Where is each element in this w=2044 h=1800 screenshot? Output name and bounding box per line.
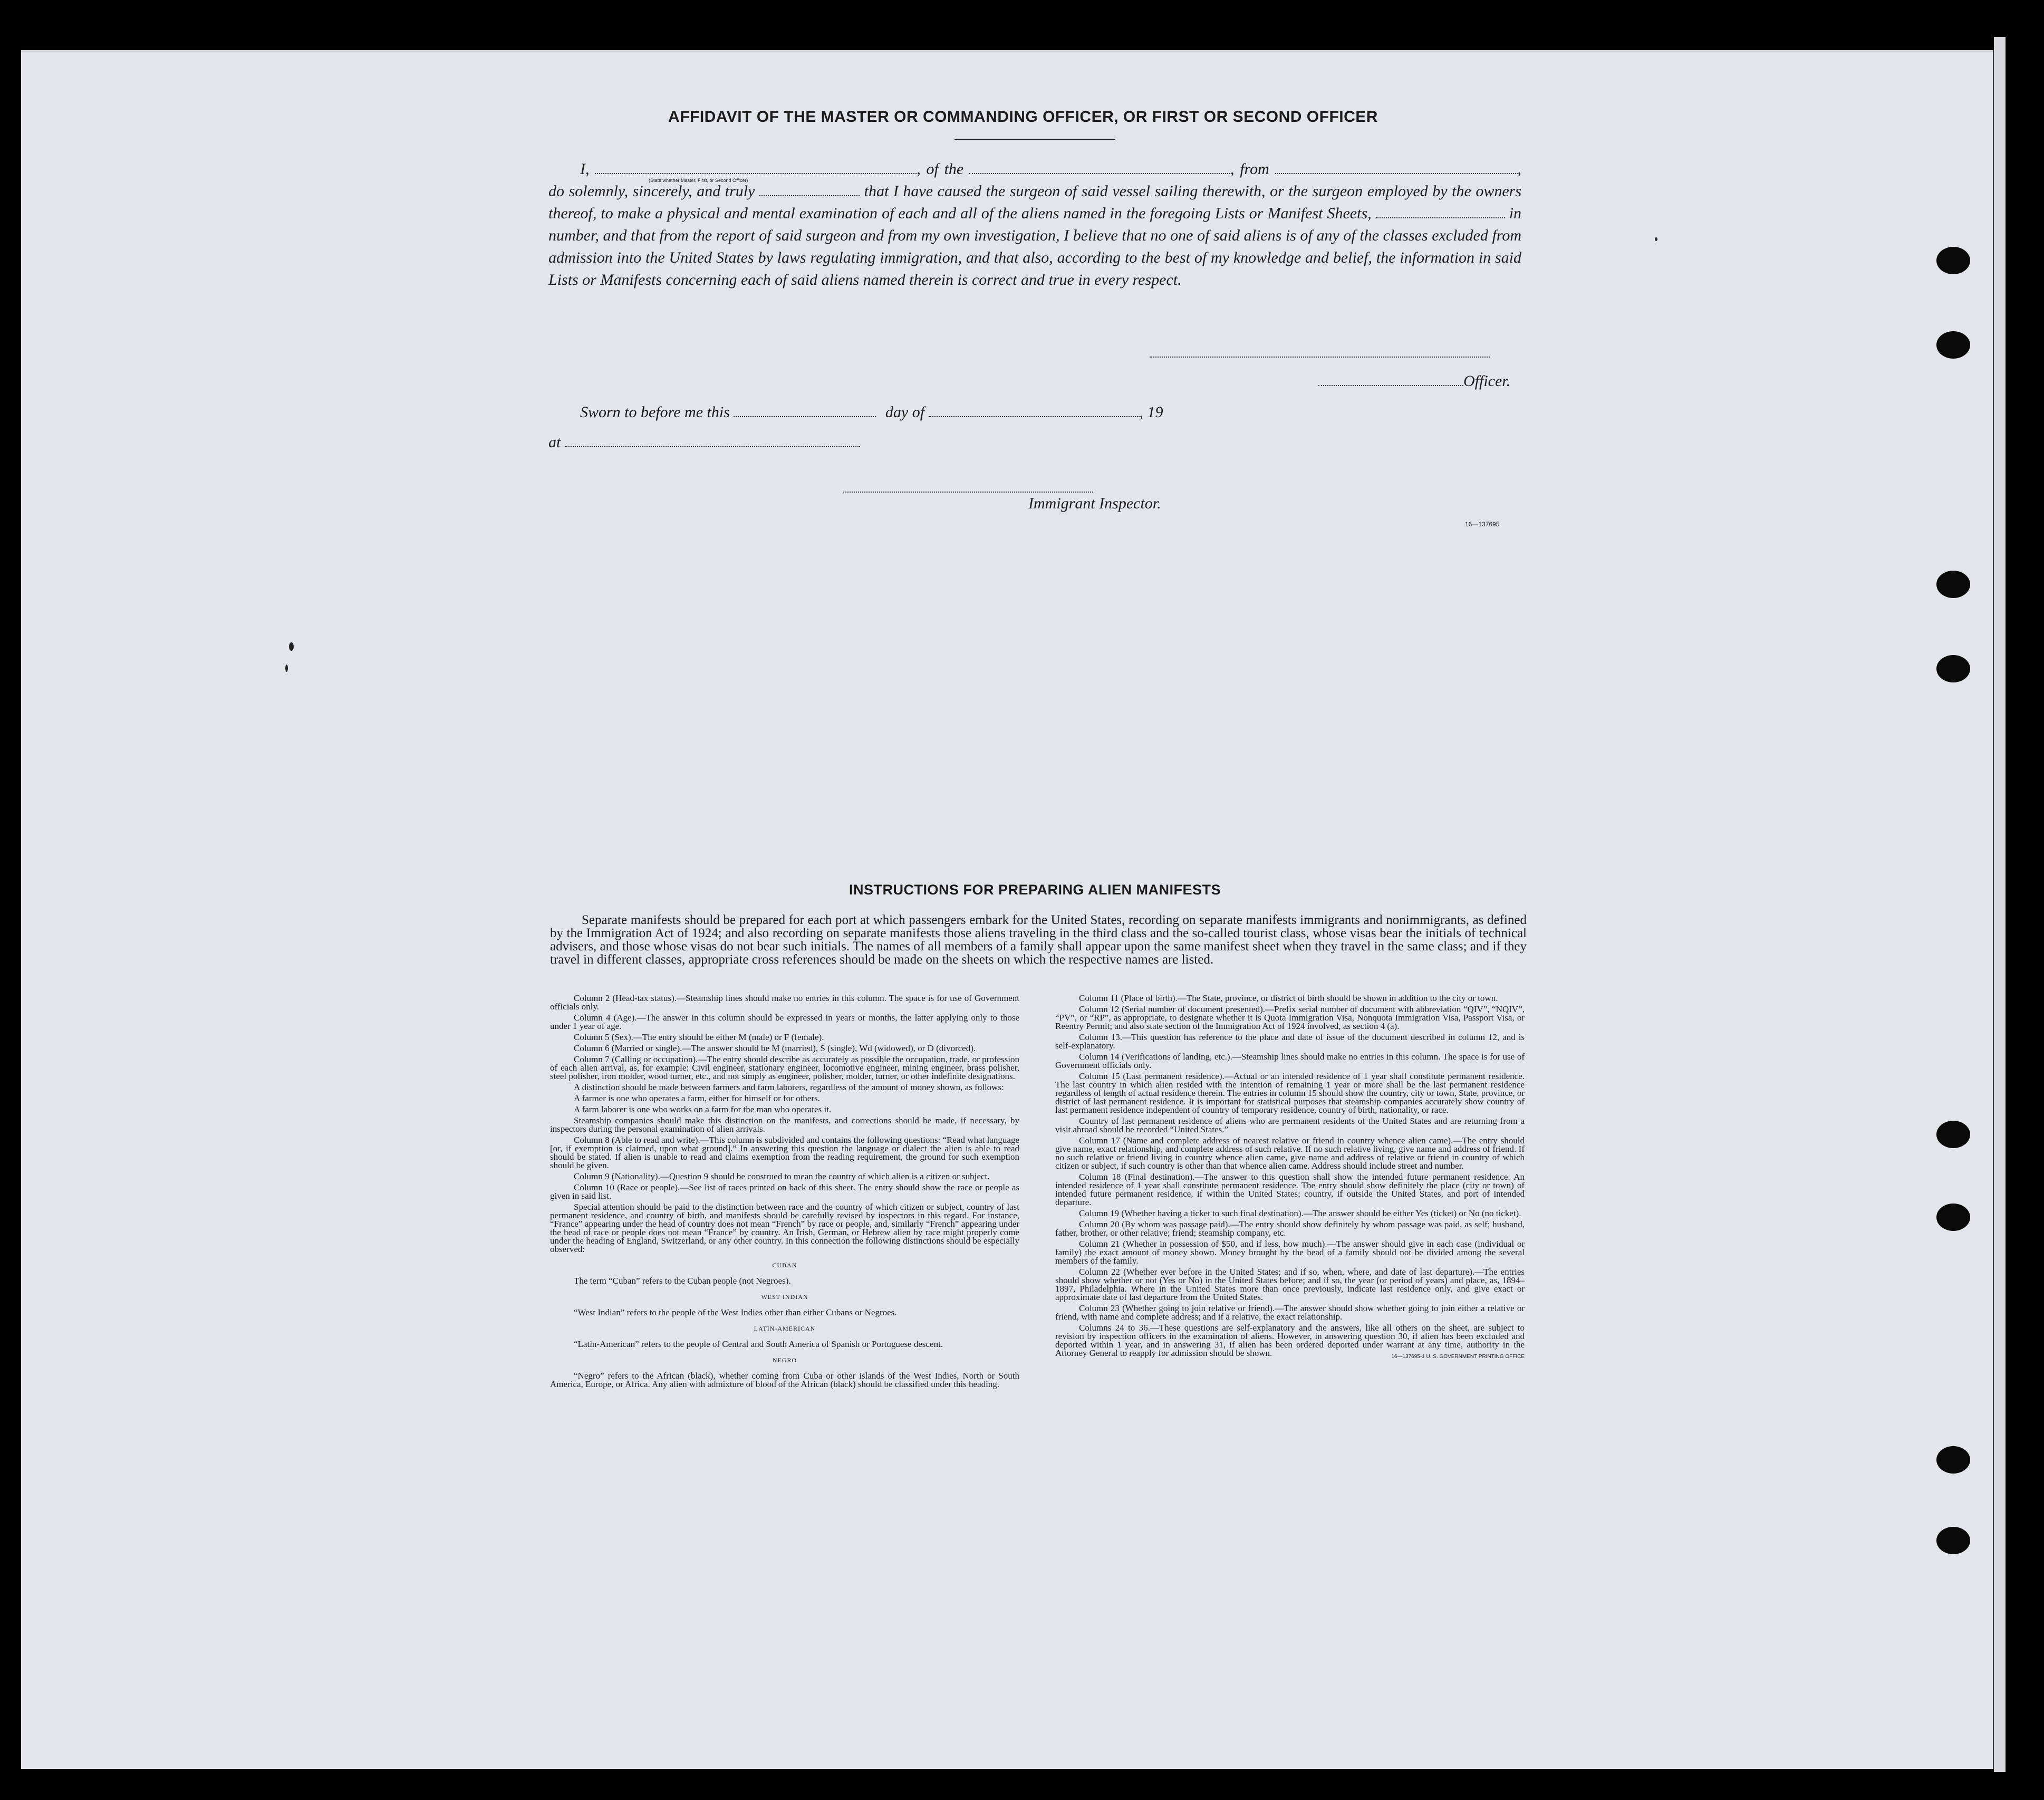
affidavit-line2b: that I have caused the surgeon of said vessel sailing therewith, or the surgeon employed by the owners thereof, to make a physical and mental examination of each and all of the aliens named in the foregoing Lists or Manifest Sheets, [548, 182, 1522, 222]
at-line [548, 434, 860, 451]
instruction-paragraph: Column 8 (Able to read and write).—This column is subdivided and contains the following questions: “Read what language [or, if exemption is claimed, upon what ground].” In answering this question the language or dialect the alien is able to read should be stated. If alien is unable to read and claims exemption from the reading requirement, the ground for such exemption should be given. [550, 1135, 1019, 1170]
affidavit-of-the: , of the [917, 160, 964, 178]
officer-signature-field[interactable] [1318, 385, 1463, 386]
instruction-paragraph: Column 21 (Whether in possession of $50, and if less, how much).—The answer should give in each case (individual or family) the exact amount of money shown. Money brought by the head of a family should not be divided among the several members of the family. [1055, 1239, 1525, 1266]
instruction-paragraph: A farm laborer is one who works on a farm for the man who operates it. [574, 1104, 832, 1114]
at-label: at [548, 434, 561, 451]
instruction-paragraph: A farmer is one who operates a farm, either for himself or for others. [574, 1093, 820, 1103]
sworn-line [580, 403, 1163, 421]
instruction-paragraph: Column 23 (Whether going to join relative or friend).—The answer should show whether going to join either a relative or friend, with name and complete address; and if a relative, the exact relationship. [1055, 1303, 1525, 1322]
form-number: 16—137695 [1465, 521, 1500, 528]
instruction-paragraph: Column 5 (Sex).—The entry should be either M (male) or F (female). [574, 1032, 824, 1042]
officer-rank-field[interactable] [595, 173, 917, 174]
manifest-count-field[interactable] [1376, 217, 1505, 218]
instruction-paragraph: Column 20 (By whom was passage paid).—The entry should show definitely by whom passage was paid, as self; husband, father, brother, or other relative; friend; steamship company, etc. [1055, 1219, 1525, 1238]
instruction-paragraph: Column 9 (Nationality).—Question 9 should be construed to mean the country of which alien is a citizen or subject. [574, 1171, 990, 1181]
instruction-paragraph: Column 6 (Married or single).—The answer should be M (married), S (single), Wd (widowed), or D (divorced). [574, 1043, 976, 1053]
instructions-intro: Separate manifests should be prepared for each port at which passengers embark for the United States, recording on separate manifests immigrants and nonimmigrants, as defined by the Immigration Act of 1924; and also recording on separate manifests those aliens traveling in the third class and the so-called tourist class, whose visas bear the initials of technical advisers, and those whose visas do not bear such initials. The names of all members of a family shall appear upon the same manifest sheet when they travel in the same class; and if they travel in different classes, appropriate cross references should be made on the sheets on which the respective names are listed. [550, 913, 1527, 967]
binder-hole [1936, 655, 1970, 682]
sworn-month-field[interactable] [929, 416, 1140, 417]
signature-line[interactable] [1150, 357, 1490, 359]
year-label: , 19 [1139, 403, 1163, 421]
ink-speck [289, 642, 294, 651]
ink-speck [285, 665, 288, 672]
cuban-definition: The term “Cuban” refers to the Cuban people (not Negroes). [574, 1276, 791, 1286]
inspector-label: Immigrant Inspector. [1028, 495, 1161, 512]
inspector-signature-line[interactable] [843, 492, 1093, 494]
instruction-paragraph: Column 12 (Serial number of document presented).—Prefix serial number of document with abbreviation “QIV”, “NQIV”, “PV”, or “RP”, as appropriate, to designate whether it is Quota Immigration Visa, Nonquota Immigration Visa, Passport Visa, or Reentry Permit; and also state section of the Immigration Act of 1924 involved, as section 4 (a). [1055, 1004, 1525, 1031]
instruction-paragraph: Columns 24 to 36.—These questions are self-explanatory and the answers, like all others on the sheet, are subject to revision by inspection officers in the examination of aliens. However, in answering question 30, if alien has been excluded and deported within 1 year, and in answering 31, if alien has been ordered deported under warrant at any time, authority in the Attorney General to reapply for admission should be shown. [1055, 1323, 1525, 1358]
vessel-name-field[interactable] [969, 173, 1230, 174]
cuban-heading: CUBAN [772, 1262, 797, 1269]
negro-heading: NEGRO [772, 1356, 797, 1364]
instruction-paragraph: A distinction should be made between farmers and farm laborers, regardless of the amount of money shown, as follows: [574, 1082, 1004, 1092]
latin-american-heading: LATIN-AMERICAN [754, 1325, 816, 1332]
affidavit-do: , do [548, 160, 1522, 200]
instruction-paragraph: Steamship companies should make this distinction on the manifests, and corrections should be made, if necessary, by inspectors during the personal examination of alien arrivals. [550, 1115, 1019, 1134]
binder-hole [1936, 1204, 1970, 1231]
instruction-paragraph: Column 17 (Name and complete address of nearest relative or friend in country whence alien came).—The entry should give name, exact relationship, and complete address of such relative. If no such relative living, give name and address of friend. If no such relative or friend living in country whence alien came, give name and address of relative or friend in country of which citizen or subject, if such country is other than that whence alien came. Address should include street and number. [1055, 1135, 1525, 1171]
swear-field[interactable] [759, 195, 860, 196]
instructions-title: INSTRUCTIONS FOR PREPARING ALIEN MANIFESTS [849, 882, 1221, 898]
west-indian-definition: “West Indian” refers to the people of the West Indies other than either Cubans or Negroes. [574, 1307, 897, 1317]
port-from-field[interactable] [1275, 173, 1518, 174]
place-field[interactable] [565, 446, 860, 447]
instruction-paragraph: Column 4 (Age).—The answer in this column should be expressed in years or months, the latter applying only to those under 1 year of age. [550, 1013, 1019, 1031]
page-edge [1994, 37, 2006, 1772]
instruction-paragraph: Column 2 (Head-tax status).—Steamship lines should make no entries in this column. The space is for use of Government officials only. [550, 993, 1019, 1012]
instruction-paragraph: Column 15 (Last permanent residence).—Actual or an intended residence of 1 year shall constitute permanent residence. The last country in which alien resided with the intention of remaining 1 year or more shall be the last permanent residence regardless of length of actual residence therein. The entries in column 15 should show the country, city or town, State, province, or district of last permanent residence. It is important for statistical purposes that steamship companies accurately show country of last permanent residence independent of country of temporary residence, country of birth, nationality, or race. [1055, 1071, 1525, 1115]
ink-speck [1655, 237, 1657, 241]
binder-hole [1936, 571, 1970, 598]
binder-hole [1936, 1121, 1970, 1148]
officer-line [1318, 372, 1510, 390]
instruction-paragraph: Column 22 (Whether ever before in the United States; and if so, when, where, and date of last departure).—The entries should show whether or not (Yes or No) in the United States before; and if so, the year (or period of years) and place, as, 1894–1897, Philadelphia. Where in the United States more than once previously, indicate last residence only, and give exact or approximate date of last departure from the United States. [1055, 1267, 1525, 1302]
sworn-day-field[interactable] [734, 416, 876, 417]
affidavit-from: , from [1230, 160, 1269, 178]
instruction-paragraph: Column 13.—This question has reference to the place and date of issue of the document described in column 12, and is self-explanatory. [1055, 1032, 1525, 1051]
binder-hole [1936, 1446, 1970, 1474]
affidavit-line3: in number, and that from the report of said surgeon and from my own investigation, I believe that no one of said aliens is of any of the classes excluded from admission into the United States by laws regulating immigration, and that also, according to the best of my knowledge and belief, the information in said Lists or Manifests concerning each of said aliens named therein is correct and true in every respect. [548, 205, 1522, 288]
negro-definition: “Negro” refers to the African (black), whether coming from Cuba or other islands of the West Indies, North or South America, Europe, or Africa. Any alien with admixture of blood of the African (black) should be classified under this heading. [550, 1371, 1019, 1389]
affidavit-title: AFFIDAVIT OF THE MASTER OR COMMANDING OFFICER, OR FIRST OR SECOND OFFICER [668, 108, 1378, 126]
rank-hint: (State whether Master, First, or Second Officer) [649, 178, 748, 183]
west-indian-heading: WEST INDIAN [761, 1293, 808, 1301]
binder-hole [1936, 1527, 1970, 1554]
instruction-paragraph: Special attention should be paid to the distinction between race and the country of which citizen or subject, country of last permanent residence, and country of birth, and manifests should be carefully revised by inspectors in this regard. For instance, “France” appearing under the head of country does not mean “French” by race or people, and, similarly “French” appearing under the head of race or people does not mean “France” by country. An Irish, German, or Hebrew alien by race might properly come under the heading of England, Switzerland, or any other country. In this connection the following distinctions should be especially observed: [550, 1202, 1019, 1254]
latin-american-definition: “Latin-American” refers to the people of Central and South America of Spanish or Portuguese descent. [574, 1339, 943, 1349]
binder-hole [1936, 331, 1970, 359]
document-sheet [21, 50, 1993, 1769]
officer-label: Officer. [1463, 372, 1511, 390]
day-of-label: day of [885, 403, 925, 421]
printing-office-footer: 16—137695-1 U. S. GOVERNMENT PRINTING OFFICE [1391, 1354, 1525, 1360]
instructions-right-column [1055, 994, 1525, 1364]
affidavit-i: I, [580, 160, 590, 178]
instruction-paragraph: Column 19 (Whether having a ticket to such final destination).—The answer should be either Yes (ticket) or No (no ticket). [1079, 1208, 1521, 1218]
affidavit-line2a: solemnly, sincerely, and truly [568, 182, 755, 200]
instruction-paragraph: Column 7 (Calling or occupation).—The entry should describe as accurately as possible the occupation, trade, or profession of each alien arrival, as, for example: Civil engineer, stationary engineer, locomotive engineer, mining engineer, brass polisher, steel polisher, iron molder, wood turner, etc., and not simply as engineer, polisher, molder, turner, or other indefinite designations. [550, 1054, 1019, 1081]
sworn-label: Sworn to before me this [580, 403, 730, 421]
title-rule [954, 139, 1115, 140]
instruction-paragraph: Column 14 (Verifications of landing, etc.).—Steamship lines should make no entries in this column. The space is for use of Government officials only. [1055, 1052, 1525, 1070]
instruction-paragraph: Country of last permanent residence of aliens who are permanent residents of the United States and are returning from a visit abroad should be recorded “United States.” [1055, 1116, 1525, 1134]
instruction-paragraph: Column 18 (Final destination).—The answer to this question shall show the intended future permanent residence. An intended residence of 1 year shall constitute permanent residence. The entry should show definitely the place (city or town) of intended future permanent residence, if within the United States; country, if outside the United States, and port of intended departure. [1055, 1172, 1525, 1207]
binder-hole [1936, 247, 1970, 274]
instruction-paragraph: Column 11 (Place of birth).—The State, province, or district of birth should be shown in addition to the city or town. [1079, 993, 1498, 1003]
instructions-left-column [550, 994, 1019, 1391]
instruction-paragraph: Column 10 (Race or people).—See list of races printed on back of this sheet. The entry should show the race or people as given in said list. [550, 1182, 1019, 1201]
